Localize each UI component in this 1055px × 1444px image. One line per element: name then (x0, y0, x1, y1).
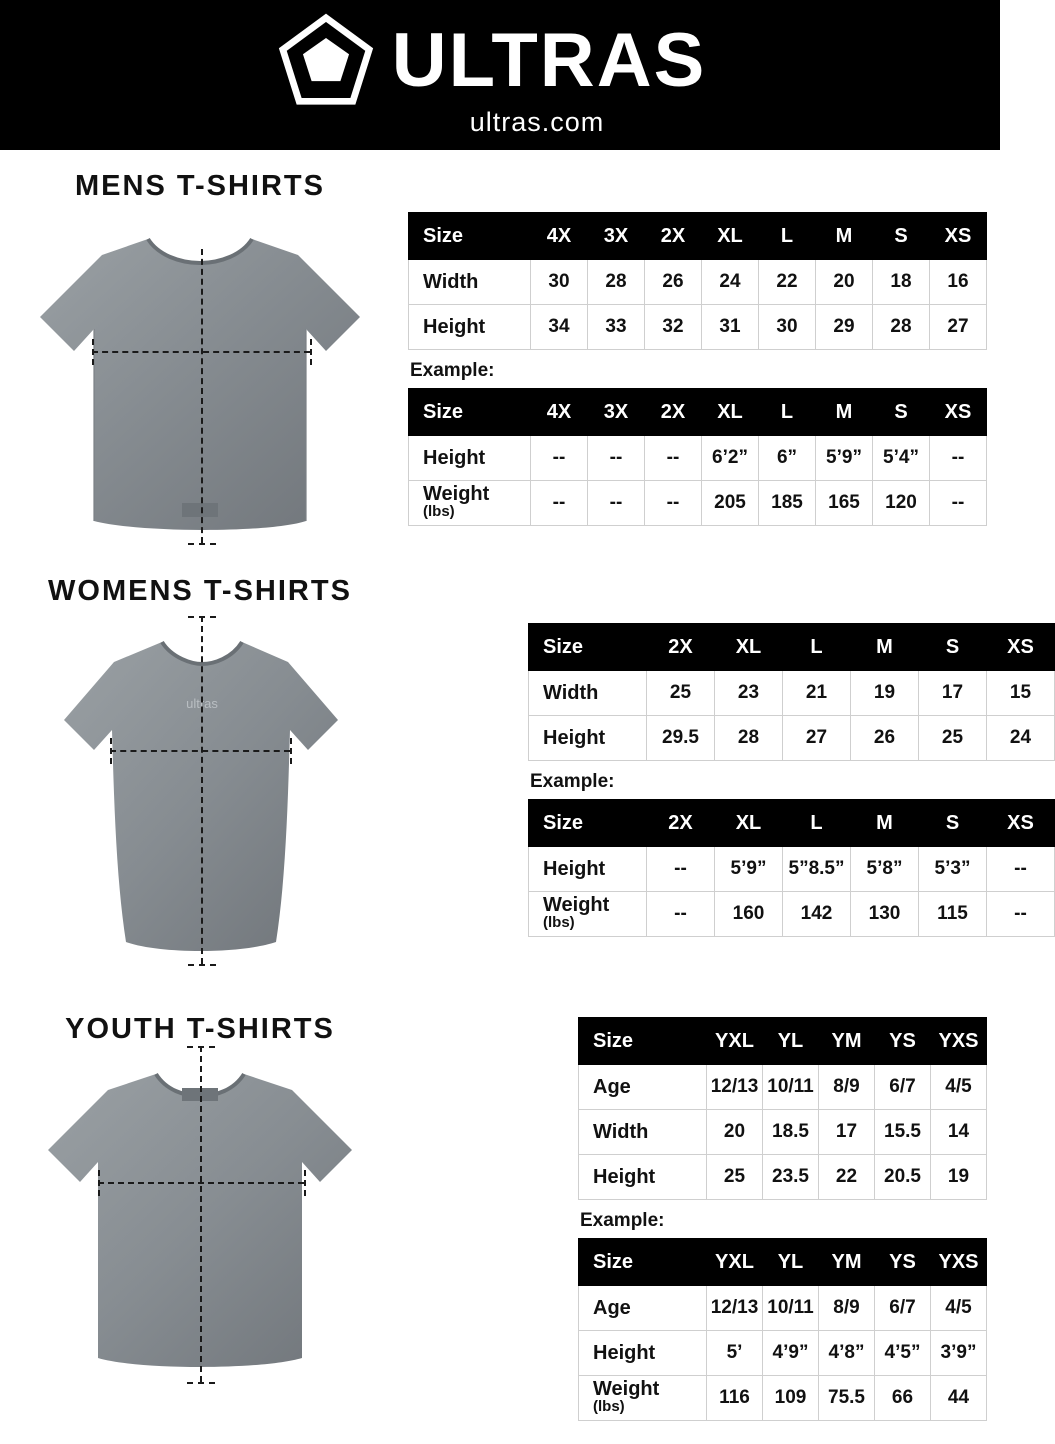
col-m: M (851, 624, 919, 671)
cell: 130 (851, 892, 919, 937)
cell: 33 (588, 305, 645, 350)
section-mens (0, 150, 1000, 575)
section-title-mens: MENS T-SHIRTS (75, 170, 325, 202)
cell: 165 (816, 481, 873, 526)
mens-height-guide (201, 249, 203, 543)
weight-units: (lbs) (543, 914, 575, 931)
cell: 14 (931, 1110, 987, 1155)
cell: 4/5 (931, 1286, 987, 1331)
womens-height-top-tick (188, 616, 216, 618)
cell: 8/9 (819, 1286, 875, 1331)
example-label-womens: Example: (530, 771, 615, 792)
mens-shirt-column (0, 170, 400, 546)
row-label-weight (409, 481, 531, 526)
cell: 5”8.5” (783, 847, 851, 892)
example-label-mens: Example: (410, 360, 495, 381)
cell: 23.5 (763, 1155, 819, 1200)
table-row (579, 1110, 987, 1155)
table-row (409, 481, 987, 526)
cell: -- (647, 847, 715, 892)
cell: 19 (851, 671, 919, 716)
col-xs: XS (987, 800, 1055, 847)
row-label-age: Age (579, 1286, 707, 1331)
col-xl: XL (702, 389, 759, 436)
cell: 12/13 (707, 1286, 763, 1331)
col-yl: YL (763, 1018, 819, 1065)
row-label-weight (579, 1376, 707, 1421)
cell: 4’5” (875, 1331, 931, 1376)
youth-width-right-tick (304, 1170, 306, 1196)
cell: 28 (715, 716, 783, 761)
cell: -- (987, 847, 1055, 892)
cell: 142 (783, 892, 851, 937)
cell: -- (531, 481, 588, 526)
youth-width-guide (98, 1182, 304, 1184)
cell: 17 (819, 1110, 875, 1155)
cell: 115 (919, 892, 987, 937)
row-label-width: Width (529, 671, 647, 716)
cell: 18 (873, 260, 930, 305)
cell: 44 (931, 1376, 987, 1421)
col-xs: XS (930, 389, 987, 436)
row-label-height: Height (529, 716, 647, 761)
cell: -- (987, 892, 1055, 937)
cell: 5’3” (919, 847, 987, 892)
weight-label: Weight (593, 1378, 660, 1400)
brand-row (278, 13, 707, 109)
womens-width-left-tick (110, 738, 112, 764)
cell: -- (588, 481, 645, 526)
brand-name: ULTRAS (391, 17, 707, 103)
col-s: S (873, 389, 930, 436)
cell: 12/13 (707, 1065, 763, 1110)
table-row (579, 1155, 987, 1200)
cell: 5’8” (851, 847, 919, 892)
cell: 31 (702, 305, 759, 350)
cell: 8/9 (819, 1065, 875, 1110)
col-2x: 2X (647, 800, 715, 847)
womens-size-table (528, 623, 1055, 761)
womens-width-guide (110, 750, 290, 752)
cell: 27 (783, 716, 851, 761)
youth-height-guide (200, 1046, 202, 1382)
table-row (529, 716, 1055, 761)
table-row (529, 671, 1055, 716)
section-title-womens: WOMENS T-SHIRTS (48, 575, 352, 607)
table-row (529, 847, 1055, 892)
row-label-age: Age (579, 1065, 707, 1110)
youth-size-table (578, 1017, 987, 1200)
page-header (0, 0, 1000, 150)
cell: 4’9” (763, 1331, 819, 1376)
col-size: Size (409, 213, 531, 260)
col-l: L (759, 213, 816, 260)
cell: -- (531, 436, 588, 481)
mens-tshirt-illustration (30, 221, 370, 546)
cell: 5’9” (816, 436, 873, 481)
womens-height-bottom-tick (188, 964, 216, 966)
youth-height-bottom-tick (187, 1382, 215, 1384)
row-label-height: Height (409, 305, 531, 350)
weight-units: (lbs) (423, 503, 455, 520)
youth-tables (578, 1017, 987, 1421)
col-ym: YM (819, 1239, 875, 1286)
youth-example-table (578, 1238, 987, 1421)
cell: 116 (707, 1376, 763, 1421)
cell: 28 (588, 260, 645, 305)
cell: 5’9” (715, 847, 783, 892)
col-xl: XL (702, 213, 759, 260)
table-row (579, 1376, 987, 1421)
cell: 29 (816, 305, 873, 350)
col-xs: XS (987, 624, 1055, 671)
womens-tshirt-illustration (50, 628, 350, 973)
cell: 25 (919, 716, 987, 761)
brand-url: ultras.com (469, 106, 605, 137)
cell: 24 (987, 716, 1055, 761)
svg-text:ultras: ultras (186, 696, 218, 711)
cell: 4’8” (819, 1331, 875, 1376)
col-yl: YL (763, 1239, 819, 1286)
weight-label: Weight (423, 483, 490, 505)
cell: 66 (875, 1376, 931, 1421)
mens-width-left-tick (92, 339, 94, 365)
table-row (579, 1331, 987, 1376)
col-4x: 4X (531, 389, 588, 436)
col-l: L (783, 800, 851, 847)
col-l: L (783, 624, 851, 671)
col-l: L (759, 389, 816, 436)
cell: 20 (707, 1110, 763, 1155)
col-yxl: YXL (707, 1018, 763, 1065)
table-header-row (579, 1239, 987, 1286)
col-yxs: YXS (931, 1018, 987, 1065)
weight-label: Weight (543, 894, 610, 916)
table-row (409, 305, 987, 350)
womens-example-table (528, 799, 1055, 937)
cell: 19 (931, 1155, 987, 1200)
pentagon-logo-icon (278, 13, 374, 109)
table-header-row (409, 389, 987, 436)
womens-width-right-tick (290, 738, 292, 764)
cell: 22 (819, 1155, 875, 1200)
cell: 16 (930, 260, 987, 305)
mens-example-table (408, 388, 987, 526)
row-label-width: Width (579, 1110, 707, 1155)
cell: 25 (647, 671, 715, 716)
cell: 25 (707, 1155, 763, 1200)
col-3x: 3X (588, 389, 645, 436)
col-yxl: YXL (707, 1239, 763, 1286)
cell: 10/11 (763, 1065, 819, 1110)
row-label-height: Height (409, 436, 531, 481)
row-label-height: Height (579, 1155, 707, 1200)
cell: -- (645, 436, 702, 481)
cell: 109 (763, 1376, 819, 1421)
youth-tshirt-illustration (40, 1062, 360, 1387)
col-xl: XL (715, 624, 783, 671)
mens-height-bottom-tick (188, 543, 216, 545)
col-m: M (851, 800, 919, 847)
cell: 160 (715, 892, 783, 937)
row-label-weight (529, 892, 647, 937)
cell: -- (647, 892, 715, 937)
cell: 22 (759, 260, 816, 305)
col-size: Size (409, 389, 531, 436)
col-2x: 2X (645, 213, 702, 260)
table-row (409, 260, 987, 305)
cell: 30 (759, 305, 816, 350)
cell: 28 (873, 305, 930, 350)
cell: 6’2” (702, 436, 759, 481)
table-header-row (409, 213, 987, 260)
section-youth (0, 1005, 1000, 1444)
example-label-youth: Example: (580, 1210, 665, 1231)
cell: 24 (702, 260, 759, 305)
col-size: Size (529, 800, 647, 847)
womens-shirt-column (0, 575, 400, 973)
cell: 29.5 (647, 716, 715, 761)
col-m: M (816, 389, 873, 436)
col-ym: YM (819, 1018, 875, 1065)
col-size: Size (529, 624, 647, 671)
cell: 26 (645, 260, 702, 305)
cell: 21 (783, 671, 851, 716)
cell: 15.5 (875, 1110, 931, 1155)
table-header-row (579, 1018, 987, 1065)
table-row (579, 1065, 987, 1110)
cell: 27 (930, 305, 987, 350)
cell: -- (588, 436, 645, 481)
section-title-youth: YOUTH T-SHIRTS (65, 1013, 335, 1045)
col-m: M (816, 213, 873, 260)
col-ys: YS (875, 1239, 931, 1286)
table-header-row (529, 624, 1055, 671)
cell: 26 (851, 716, 919, 761)
col-4x: 4X (531, 213, 588, 260)
youth-height-top-tick (187, 1046, 215, 1048)
table-row (529, 892, 1055, 937)
cell: 17 (919, 671, 987, 716)
cell: 120 (873, 481, 930, 526)
womens-height-guide (201, 616, 203, 964)
womens-tables (528, 623, 1055, 937)
cell: 18.5 (763, 1110, 819, 1155)
youth-width-left-tick (98, 1170, 100, 1196)
col-yxs: YXS (931, 1239, 987, 1286)
col-3x: 3X (588, 213, 645, 260)
cell: 185 (759, 481, 816, 526)
weight-units: (lbs) (593, 1398, 625, 1415)
table-row (409, 436, 987, 481)
col-s: S (873, 213, 930, 260)
cell: 23 (715, 671, 783, 716)
section-womens (0, 575, 1034, 1005)
cell: 3’9” (931, 1331, 987, 1376)
cell: 15 (987, 671, 1055, 716)
cell: 10/11 (763, 1286, 819, 1331)
cell: 75.5 (819, 1376, 875, 1421)
cell: 32 (645, 305, 702, 350)
cell: 20.5 (875, 1155, 931, 1200)
cell: 5’ (707, 1331, 763, 1376)
col-xl: XL (715, 800, 783, 847)
col-size: Size (579, 1239, 707, 1286)
mens-width-right-tick (310, 339, 312, 365)
col-s: S (919, 624, 987, 671)
table-header-row (529, 800, 1055, 847)
table-row (579, 1286, 987, 1331)
cell: 30 (531, 260, 588, 305)
cell: -- (930, 481, 987, 526)
cell: 4/5 (931, 1065, 987, 1110)
cell: -- (645, 481, 702, 526)
cell: 6/7 (875, 1286, 931, 1331)
cell: 5’4” (873, 436, 930, 481)
row-label-width: Width (409, 260, 531, 305)
col-ys: YS (875, 1018, 931, 1065)
row-label-height: Height (529, 847, 647, 892)
col-s: S (919, 800, 987, 847)
cell: 205 (702, 481, 759, 526)
row-label-height: Height (579, 1331, 707, 1376)
mens-tables (408, 212, 987, 526)
cell: 6/7 (875, 1065, 931, 1110)
cell: 6” (759, 436, 816, 481)
brand-block (278, 13, 707, 138)
col-2x: 2X (647, 624, 715, 671)
col-size: Size (579, 1018, 707, 1065)
col-xs: XS (930, 213, 987, 260)
col-2x: 2X (645, 389, 702, 436)
youth-shirt-column (0, 1013, 400, 1387)
mens-size-table (408, 212, 987, 350)
cell: 20 (816, 260, 873, 305)
cell: -- (930, 436, 987, 481)
cell: 34 (531, 305, 588, 350)
